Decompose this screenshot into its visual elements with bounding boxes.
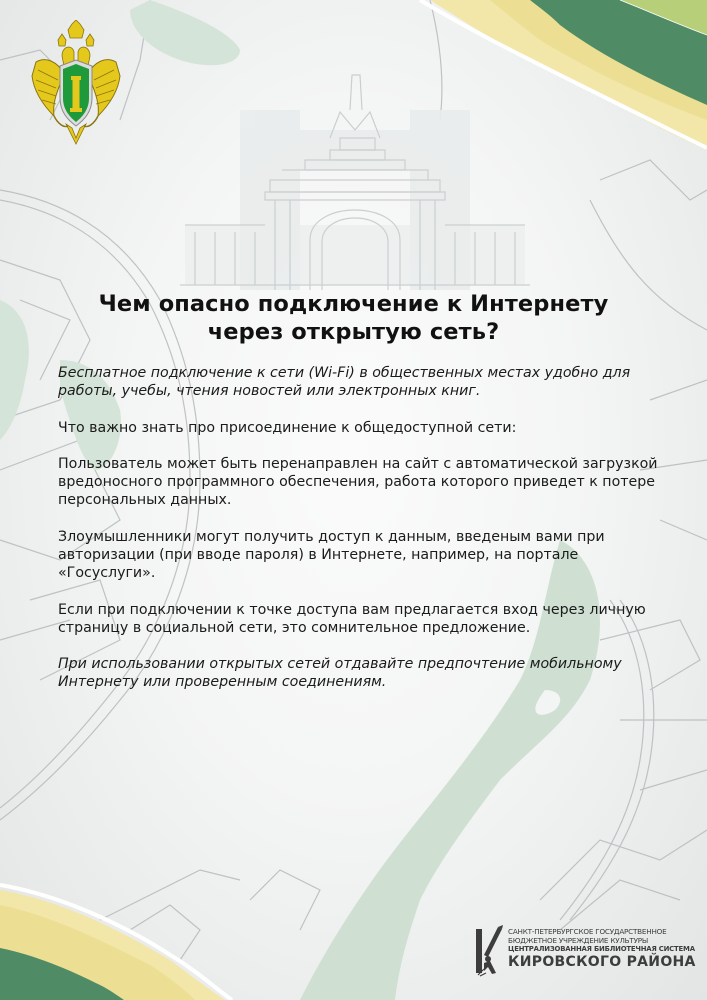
- poster-title-line-1: Чем опасно подключение к Интернету: [98, 291, 609, 317]
- org-name-line-4: КИРОВСКОГО РАЙОНА: [508, 954, 696, 970]
- library-k-logo-icon: [474, 925, 504, 977]
- poster-title: [40, 290, 667, 346]
- prosecutor-emblem-icon: [28, 20, 124, 148]
- map-park-left: [0, 300, 29, 440]
- poster-title-line-2: через открытую сеть?: [207, 319, 500, 345]
- poster-body: [58, 364, 678, 710]
- risk-credentials-paragraph: Злоумышленники могут получить доступ к данным, введеным вами при авторизации (при вводе пароля) в Интернете, например, на портале «Госуслуги».: [58, 528, 605, 582]
- organization-logo: [474, 923, 699, 981]
- intro-paragraph: Бесплатное подключение к сети (Wi-Fi) в общественных местах удобно для работы, учебы, чтения новостей или электронных книг.: [58, 365, 631, 400]
- corner-band-bottom-left: [0, 885, 232, 1000]
- key-points-heading: Что важно знать про присоединение к общедоступной сети:: [58, 419, 517, 436]
- org-name-line-2: БЮДЖЕТНОЕ УЧРЕЖДЕНИЕ КУЛЬТУРЫ: [508, 936, 649, 945]
- recommendation-paragraph: При использовании открытых сетей отдавайте предпочтение мобильному Интернету или проверенным соединениям.: [58, 656, 622, 691]
- risk-social-login-paragraph: Если при подключении к точке доступа вам предлагается вход через личную страницу в социальной сети, это сомнительное предложение.: [58, 601, 646, 636]
- risk-redirect-paragraph: Пользователь может быть перенаправлен на сайт с автоматической загрузкой вредоносного программного обеспечения, работа которого приведет к потере персональных данных.: [58, 455, 658, 509]
- org-name-line-1: САНКТ-ПЕТЕРБУРГСКОЕ ГОСУДАРСТВЕННОЕ: [508, 927, 667, 936]
- map-park-top: [130, 0, 240, 65]
- triumphal-arch-illustration: [180, 75, 530, 290]
- org-name-line-3: ЦЕНТРАЛИЗОВАННАЯ БИБЛИОТЕЧНАЯ СИСТЕМА: [508, 945, 695, 953]
